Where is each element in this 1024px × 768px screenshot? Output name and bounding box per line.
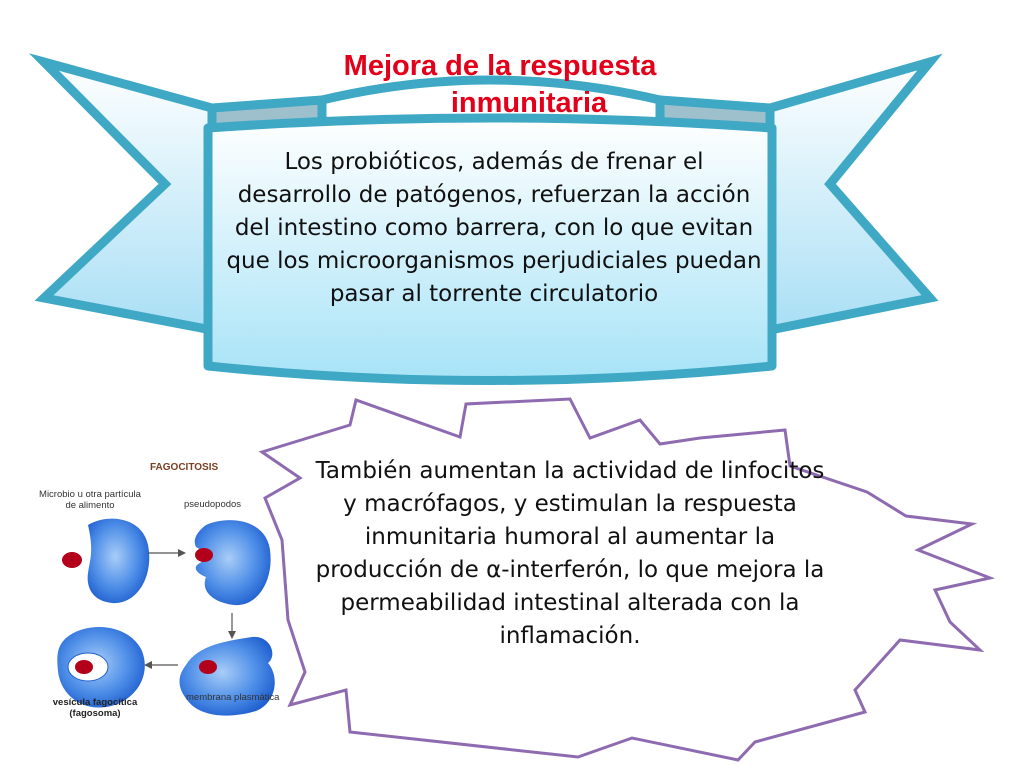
label-vesicula: vesícula fagocítica (fagosoma) — [52, 697, 138, 719]
particle-3 — [199, 660, 217, 674]
ribbon-body-text: Los probióticos, además de frenar el desarrollo de patógenos, refuerzan la acción del intestino como barrera, con lo que evitan que los microorganismos perjudiciales puedan pasar al torrente circulatorio — [226, 149, 762, 307]
cell-2 — [195, 520, 271, 605]
label-microbio: Microbio u otra partícula de alimento — [39, 489, 141, 511]
cell-1 — [88, 519, 150, 603]
label-membrana: membrana plasmática — [186, 692, 280, 703]
explosion-body-text: También aumentan la actividad de linfocitos y macrófagos, y estimulan la respuesta inmunitaria humoral al aumentar la producción de α-interferón, lo que mejora la permeabilidad intestinal alterada con la inflamación. — [315, 458, 825, 649]
cell-3 — [180, 637, 275, 716]
label-pseudopodos: pseudopodos — [184, 499, 242, 510]
figure-title: FAGOCITOSIS — [150, 462, 219, 473]
arrowhead-right-1 — [178, 549, 186, 557]
particle-2 — [195, 548, 213, 562]
particle-1 — [62, 552, 82, 568]
particle-4 — [75, 660, 93, 674]
title-line-1: Mejora de la respuesta — [343, 50, 657, 82]
title-line-2: inmunitaria — [450, 87, 608, 119]
arrowhead-down — [228, 631, 236, 639]
arrowhead-left — [144, 661, 152, 669]
